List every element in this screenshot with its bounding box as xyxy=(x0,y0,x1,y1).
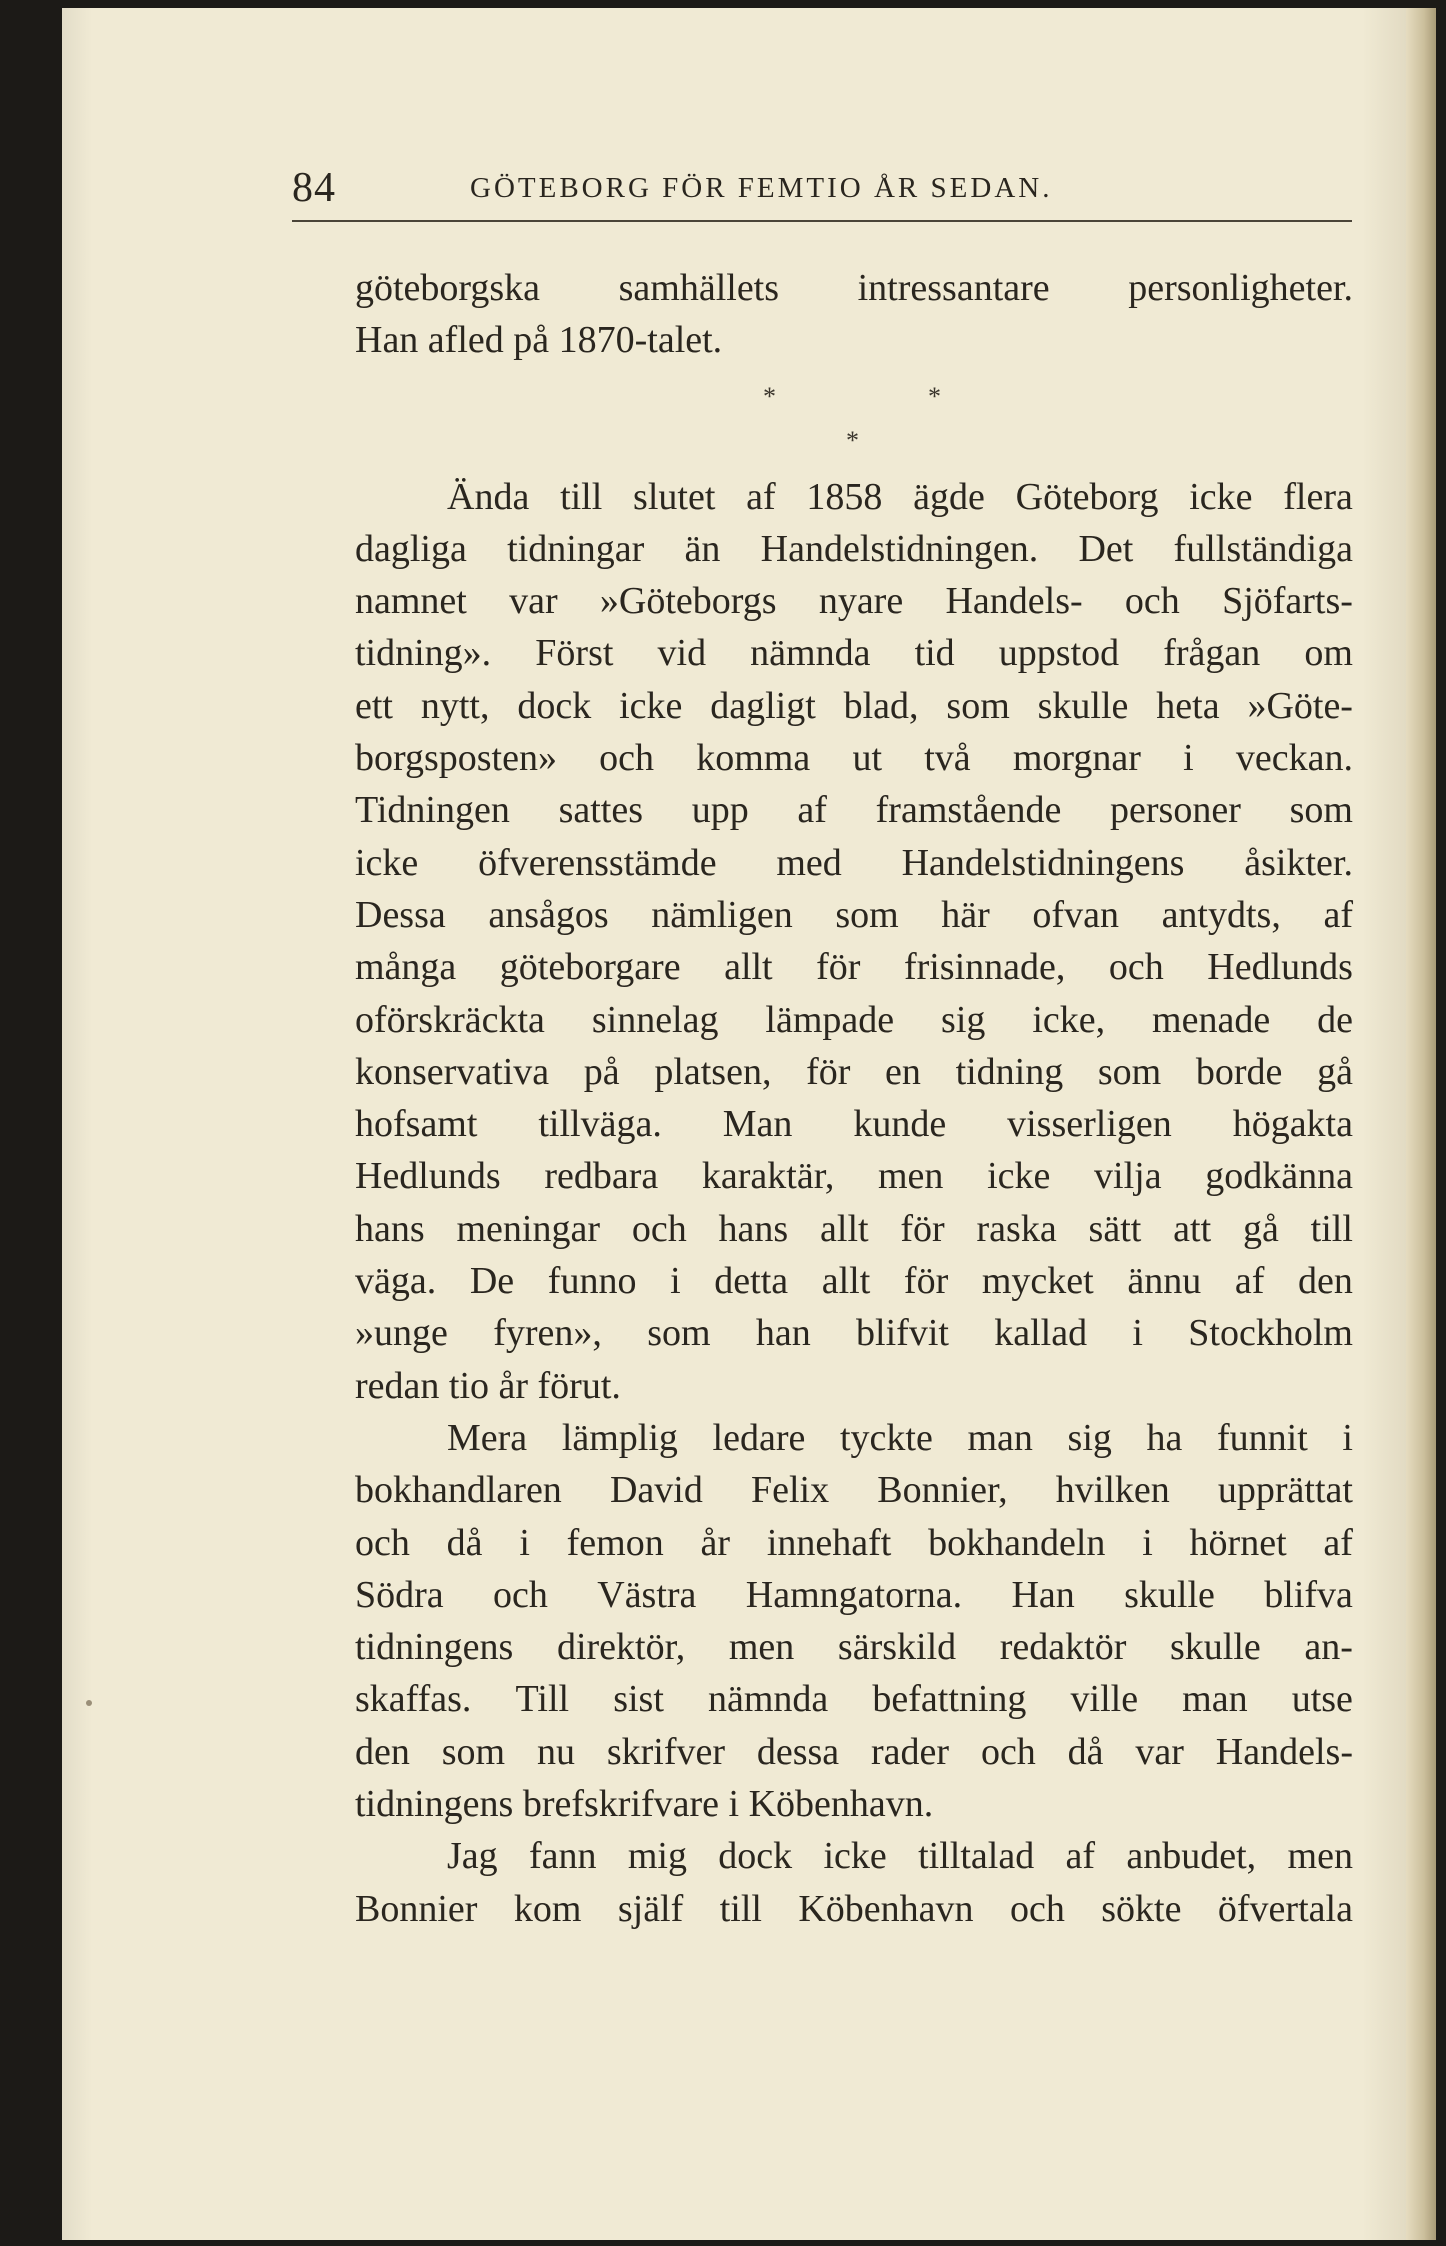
text-line: tidningens direktör, men särskild redaktör skulle an- xyxy=(355,1626,1353,1669)
text-line: Ända till slutet af 1858 ägde Göteborg icke flera xyxy=(447,475,1353,518)
text-line: Mera lämplig ledare tyckte man sig ha funnit i xyxy=(447,1416,1353,1459)
text-line: Jag fann mig dock icke tilltalad af anbudet, men xyxy=(447,1835,1353,1878)
text-line: tidningens brefskrifvare i Köbenhavn. xyxy=(355,1783,934,1826)
paragraph-4 xyxy=(355,1830,1353,1935)
running-title: GÖTEBORG FÖR FEMTIO ÅR SEDAN. xyxy=(470,172,1053,204)
text-line: redan tio år förut. xyxy=(355,1364,621,1407)
text-line: hofsamt tillväga. Man kunde visserligen högakta xyxy=(355,1103,1353,1146)
text-line: hans meningar och hans allt för raska sätt att gå till xyxy=(355,1207,1353,1250)
page-edge xyxy=(1406,8,1436,2240)
text-line: tidning». Först vid nämnda tid uppstod frågan om xyxy=(355,632,1353,675)
text-line: borgsposten» och komma ut två morgnar i veckan. xyxy=(355,737,1353,780)
margin-speck xyxy=(86,1700,92,1706)
text-line: »unge fyren», som han blifvit kallad i Stockholm xyxy=(355,1312,1353,1355)
header-rule xyxy=(292,220,1352,222)
section-break xyxy=(355,367,1353,471)
text-line: Dessa ansågos nämligen som här ofvan antydts, af xyxy=(355,893,1353,936)
text-line: många göteborgare allt för frisinnade, och Hedlunds xyxy=(355,946,1353,989)
text-line: bokhandlaren David Felix Bonnier, hvilken upprättat xyxy=(355,1469,1353,1512)
text-line: oförskräckta sinnelag lämpade sig icke, menade de xyxy=(355,998,1353,1041)
asterisk-center: * xyxy=(846,425,859,455)
paragraph-2 xyxy=(355,471,1353,1412)
paragraph-1 xyxy=(355,262,1353,367)
text-line: väga. De funno i detta allt för mycket ännu af den xyxy=(355,1260,1353,1303)
text-line: icke öfverensstämde med Handelstidningens åsikter. xyxy=(355,841,1353,884)
text-line: Bonnier kom själf till Köbenhavn och sökte öfvertala xyxy=(355,1887,1353,1930)
text-line: Södra och Västra Hamngatorna. Han skulle blifva xyxy=(355,1573,1353,1616)
paragraph-3 xyxy=(355,1412,1353,1830)
text-line: den som nu skrifver dessa rader och då var Handels- xyxy=(355,1730,1353,1773)
body-text xyxy=(355,262,1353,1935)
asterisk-left: * xyxy=(763,381,776,411)
text-line: konservativa på platsen, för en tidning som borde gå xyxy=(355,1050,1353,1093)
text-line: dagliga tidningar än Handelstidningen. Det fullständiga xyxy=(355,527,1353,570)
text-line: ett nytt, dock icke dagligt blad, som skulle heta »Göte- xyxy=(355,684,1353,727)
text-line: och då i femon år innehaft bokhandeln i hörnet af xyxy=(355,1521,1353,1564)
text-line: namnet var »Göteborgs nyare Handels- och Sjöfarts- xyxy=(355,580,1353,623)
asterisk-right: * xyxy=(928,381,941,411)
running-header xyxy=(292,160,1352,220)
text-line: Hedlunds redbara karaktär, men icke vilja godkänna xyxy=(355,1155,1353,1198)
text-line: göteborgska samhällets intressantare personligheter. xyxy=(355,267,1353,309)
text-line: skaffas. Till sist nämnda befattning ville man utse xyxy=(355,1678,1353,1721)
text-line: Tidningen sattes upp af framstående personer som xyxy=(355,789,1353,832)
page-number: 84 xyxy=(292,165,336,211)
text-line: Han afled på 1870-talet. xyxy=(355,319,723,362)
